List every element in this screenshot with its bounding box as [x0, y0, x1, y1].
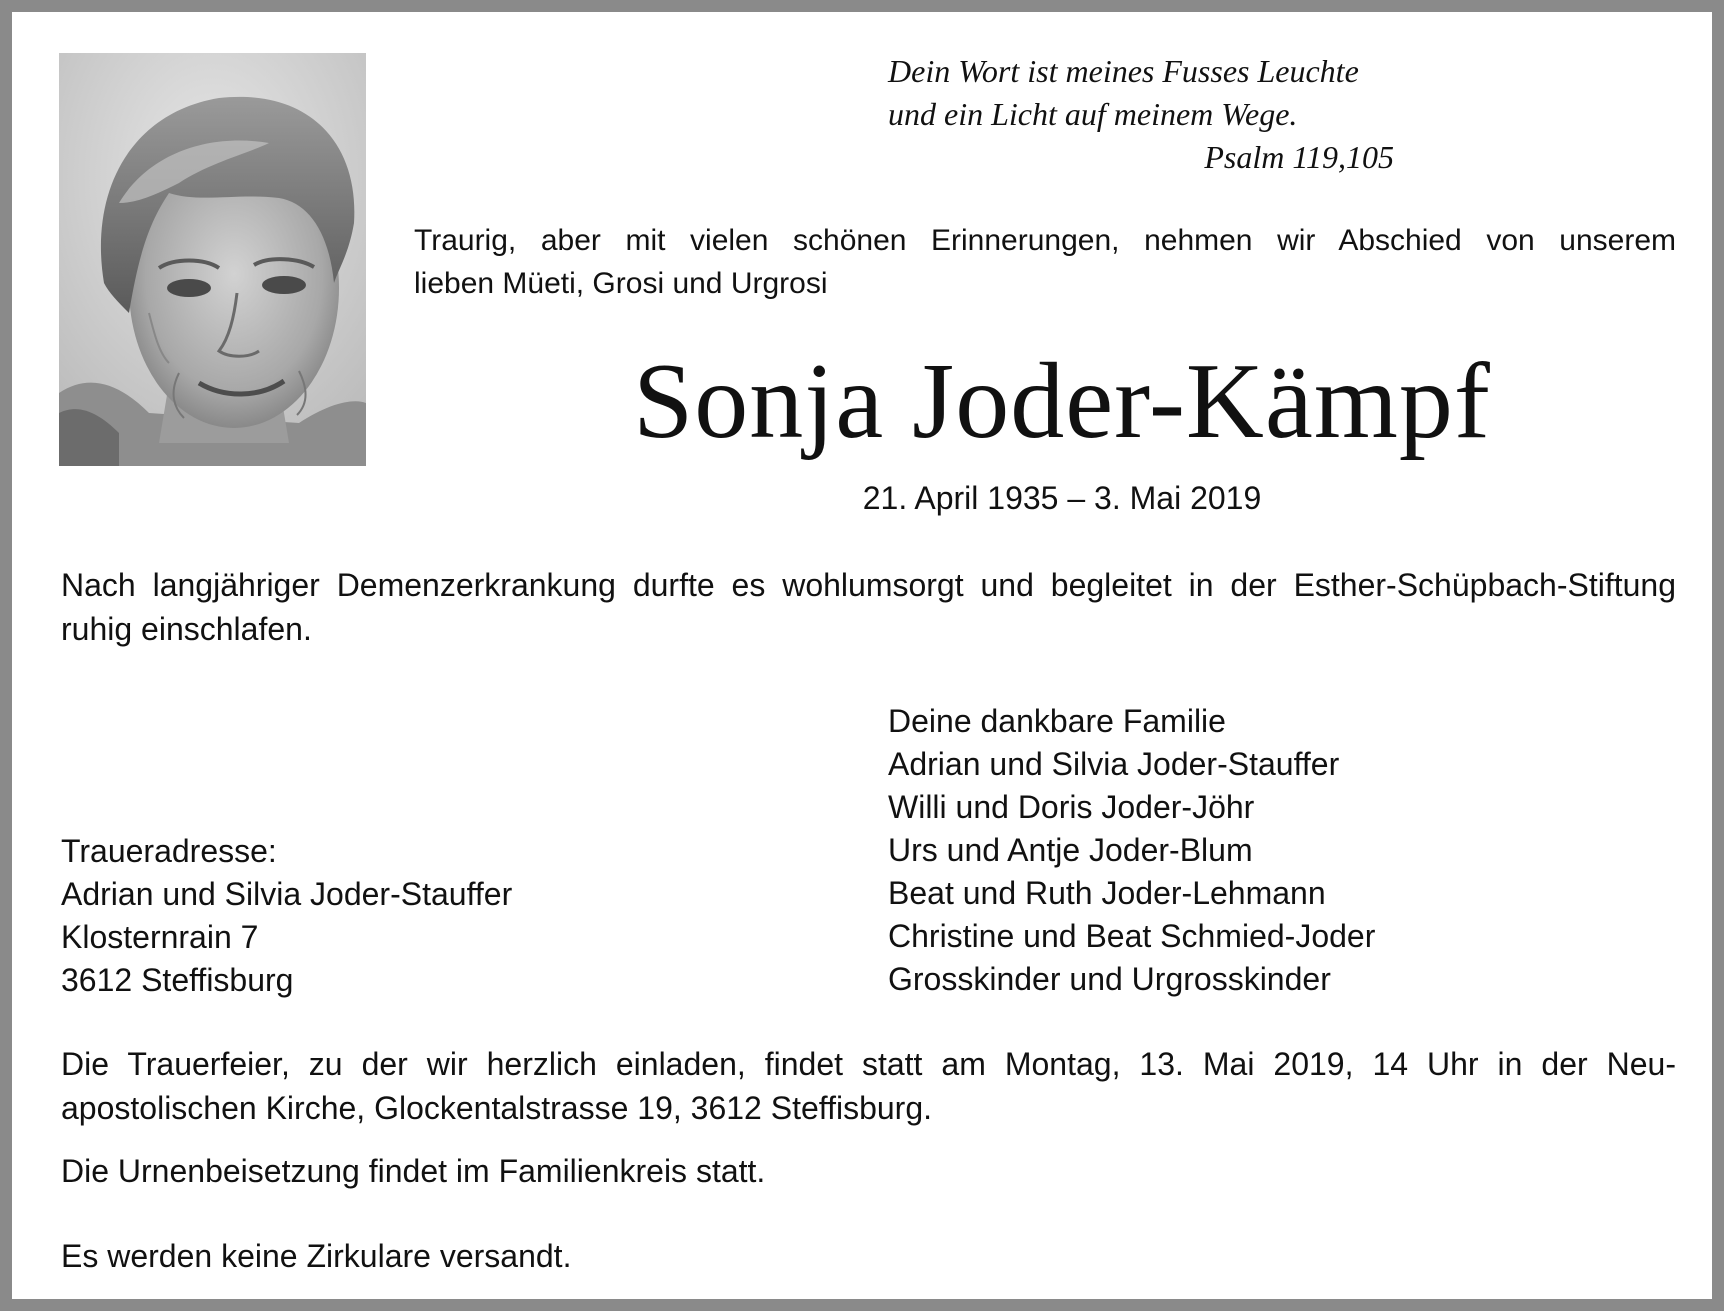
intro-text: [414, 219, 1676, 305]
family-member: Urs und Antje Joder-Blum: [888, 832, 1253, 868]
passing-line-2: ruhig einschlafen.: [61, 611, 312, 647]
obituary-notice: [12, 12, 1712, 1299]
family-list: [888, 700, 1648, 1001]
intro-line-2: lieben Müeti, Grosi und Urgrosi: [414, 267, 828, 300]
family-member: Christine und Beat Schmied-Joder: [888, 918, 1376, 954]
verse-line-1: Dein Wort ist meines Fusses Leuchte: [888, 53, 1359, 89]
address-street: Klosternrain 7: [61, 919, 259, 955]
bible-verse: [888, 50, 1408, 179]
mourning-address: [61, 830, 821, 1002]
family-member: Willi und Doris Joder-Jöhr: [888, 789, 1255, 825]
family-member: Beat und Ruth Joder-Lehmann: [888, 875, 1326, 911]
funeral-service-text: [61, 1042, 1676, 1130]
verse-reference: Psalm 119,105: [1204, 139, 1394, 175]
service-line-2: apostolischen Kirche, Glockentalstrasse 19, 3612 Steffisburg.: [61, 1090, 933, 1126]
family-member: Adrian und Silvia Joder-Stauffer: [888, 746, 1340, 782]
address-name: Adrian und Silvia Joder-Stauffer: [61, 876, 513, 912]
circulars-text: Es werden keine Zirkulare versandt.: [61, 1238, 572, 1274]
passing-text: [61, 563, 1676, 651]
urn-burial-text: Die Urnenbeisetzung findet im Familienkreis statt.: [61, 1153, 766, 1189]
intro-line-1: Traurig, aber mit vielen schönen Erinnerungen, nehmen wir Abschied von unserem: [414, 224, 1676, 257]
deceased-name: Sonja Joder-Kämpf: [633, 342, 1491, 461]
verse-line-2: und ein Licht auf meinem Wege.: [888, 96, 1298, 132]
address-label: Traueradresse:: [61, 833, 277, 869]
portrait-photo: [59, 53, 366, 466]
passing-line-1: Nach langjähriger Demenzerkrankung durfte es wohlumsorgt und begleitet in der Esther-Schüpbach-Stiftung: [61, 567, 1676, 603]
family-member: Grosskinder und Urgrosskinder: [888, 961, 1331, 997]
family-heading: Deine dankbare Familie: [888, 703, 1226, 739]
life-dates: 21. April 1935 – 3. Mai 2019: [862, 480, 1262, 516]
address-city: 3612 Steffisburg: [61, 962, 294, 998]
service-line-1: Die Trauerfeier, zu der wir herzlich einladen, findet statt am Montag, 13. Mai 2019, 14 Uhr in der Neu-: [61, 1046, 1676, 1082]
